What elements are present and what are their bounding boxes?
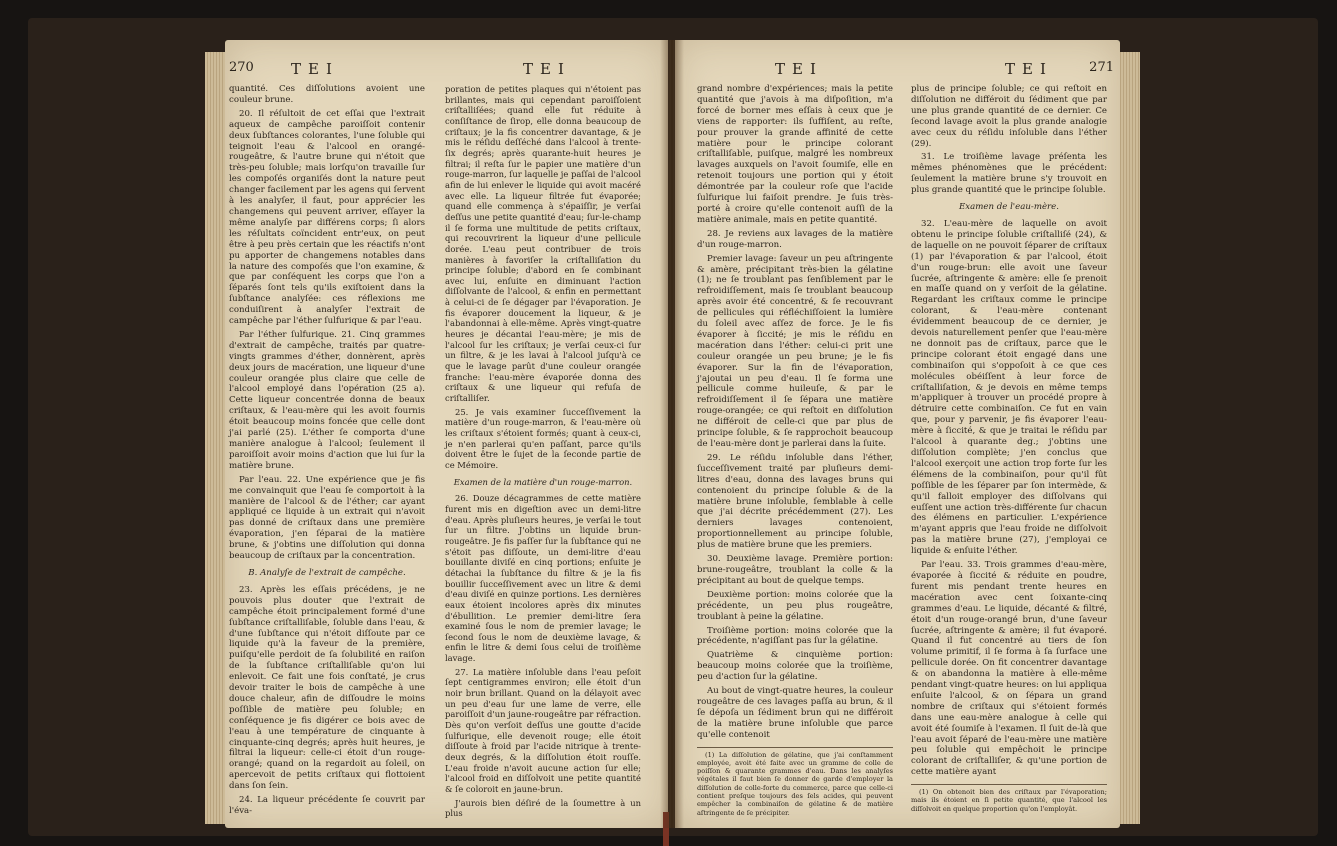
page-number: 271 <box>1089 60 1114 75</box>
paragraph: 32. L'eau-mère de laquelle on avoit obtenu le principe ſoluble criſtalliſé (24), & de laquelle on ne pouvoit ſéparer de criſtaux (1) par l'évaporation & par l'alcool, étoit d'un rouge-brun: elle avoit une ſaveur ſucrée, aſtringente & amère: elle ſe prenoit en maſſe quand on y verſoit de la gélatine. Regardant les criſtaux comme le principe colorant, & l'eau-mère contenant évidemment beaucoup de ce dernier, je devois naturellement penſer que l'eau-mère ne donnoit pas de criſtaux, parce que le principe colorant étoit engagé dans une combinaiſon qui s'oppoſoit à ce que ces molécules obéiſſent à leur force de criſtalliſation, & je devois en même temps m'appliquer à trouver un procédé propre à détruire cette combinaiſon. Ce fut en vain que, pour y parvenir, je fis évaporer l'eau-mère à ſiccité, & que je traitai le réſidu par l'alcool à quarante deg.; j'obtins une diſſolution complète; j'en conclus que l'alcool exerçoit une action trop forte ſur les élémens de la combinaiſon, pour qu'il fût poſſible de les ſéparer par ſon intermède, & qu'il falloit employer des diſſolvans qui euſſent une action très-différente ſur chacun des élémens en particulier. L'expérience m'ayant appris que l'eau froide ne diſſolvoit pas la matière brune (27), j'employai ce liquide & enſuite l'éther. <box>911 218 1107 557</box>
paragraph: Troiſième portion: moins colorée que la précédente, n'agiſſant pas ſur la gélatine. <box>697 625 893 647</box>
running-head: TEI <box>775 60 823 78</box>
paragraph: 26. Douze décagrammes de cette matière furent mis en digeſtion avec un demi-litre d'eau. Après pluſieurs heures, je verſai le tout ſur un filtre. J'obtins un liquide brun-rougeâtre. Je fis paſſer ſur la ſubſtance qui ne s'étoit pas diſſoute, un demi-litre d'eau bouillante diviſé en cinq portions; enſuite je détachai la ſubſtance du filtre & je la fis bouillir ſucceſſivement avec un litre & demi d'eau diviſé en quinze portions. Les dernières eaux étoient incolores après dix minutes d'ébullition. Le premier demi-litre ſera examiné ſous le nom de premier lavage; le ſecond ſous le nom de deuxième lavage, & enfin le litre & demi ſous celui de troiſième lavage. <box>445 493 641 664</box>
paragraph: 24. La liqueur précédente ſe couvrit par l'éva- <box>229 795 425 816</box>
book-gutter <box>660 40 684 828</box>
right-page <box>675 40 1120 828</box>
section-heading: Examen de la matière d'un rouge-marron. <box>453 476 633 487</box>
paragraph: Deuxième portion: moins colorée que la précédente, un peu plus rougeâtre, troublant à peine la gélatine. <box>697 589 893 622</box>
left-page <box>225 40 668 828</box>
paragraph: plus de principe ſoluble; ce qui reſtoit en diſſolution ne différoit du ſédiment que par une plus grande quantité de ce dernier. Ce ſecond lavage avoit la plus grande analogie avec ceux du réſidu inſoluble dans l'éther (29). <box>911 84 1107 149</box>
paragraph: Par l'eau. 22. Une expérience que je fis me convainquit que l'eau ſe comportoit à la manière de l'alcool & de l'éther; car ayant appliqué ce liquide à un extrait qui n'avoit pas donné de criſtaux dans une première évaporation, j'en ſéparai de la matière brune, & j'obtins une diſſolution qui donna beaucoup de criſtaux par la concentration. <box>229 474 425 562</box>
paragraph: quantité. Ces diſſolutions avoient une couleur brune. <box>229 84 425 105</box>
text-column-2 <box>911 84 1107 813</box>
paragraph: 29. Le réſidu inſoluble dans l'éther, ſucceſſivement traité par pluſieurs demi-litres d'eau, donna des lavages bruns qui contenoient du principe ſoluble & de la matière brune inſoluble, ſemblable à celle que j'ai décrite précédemment (27). Les derniers lavages contenoient, proportionnellement au principe ſoluble, plus de matière brune que les premiers. <box>697 452 893 551</box>
paragraph: J'aurois bien déſiré de la ſoumettre à un plus <box>445 797 641 819</box>
paragraph: Par l'éther ſulfurique. 21. Cinq grammes d'extrait de campêche, traités par quatre-vingts grammes d'éther, donnèrent, après deux jours de macération, une liqueur d'une couleur orangée plus claire que celle de l'alcool employé dans l'opération (25 a). Cette liqueur concentrée donna de beaux criſtaux, & l'eau-mère qui les avoit fournis étoit beaucoup moins foncée que celle dont j'ai parlé (25). L'éther ſe comporta d'une manière analogue à l'alcool; ſeulement il paroiſſoit avoir moins d'action que lui ſur la matière brune. <box>229 329 425 471</box>
running-head: TEI <box>291 60 339 78</box>
paragraph: Premier lavage: ſaveur un peu aſtringente & amère, précipitant très-bien la gélatine (1); ne ſe troublant pas ſenſiblement par le refroidiſſement, mais ſe troublant beaucoup après avoir été concentré, & ſe recouvrant de pellicules qui réfléchiſſoient la lumière du ſoleil avec aſſez de force. Je le fis évaporer à ſiccité; je mis le réſidu en macération dans l'éther: celui-ci prit une couleur orangée un peu brune; je le fis évaporer. Sur la fin de l'évaporation, j'ajoutai un peu d'eau. Il ſe forma une pellicule comme huileuſe, & par le refroidiſſement il ſe ſépara une matière rouge-orangée; ce qui reſtoit en diſſolution ne différoit de celle-ci que par plus de principe ſoluble, & ſe rapprochoit beaucoup de l'eau-mère dont je parlerai dans la ſuite. <box>697 253 893 449</box>
paragraph: 28. Je reviens aux lavages de la matière d'un rouge-marron. <box>697 228 893 250</box>
page-edges-right <box>1120 52 1140 824</box>
left-page-header <box>225 60 668 84</box>
running-head: TEI <box>1005 60 1053 78</box>
paragraph: grand nombre d'expériences; mais la petite quantité que j'avois à ma diſpoſition, m'a forcé de borner mes eſſais à ceux que je viens de rapporter: ils ſuffiſent, au reſte, pour prouver la grande affinité de cette matière pour le principe colorant criſtalliſable, puiſque, malgré les nombreux lavages auxquels on l'avoit ſoumiſe, elle en retenoit toujours une portion qui y étoit démontrée par la couleur roſe que l'acide ſulfurique lui faiſoit prendre. Je ſuis très-porté à croire qu'elle contenoit auſſi de la matière animale, mais en petite quantité. <box>697 84 893 225</box>
footnote <box>697 747 893 817</box>
running-head: TEI <box>523 60 571 78</box>
paragraph: 27. La matière inſoluble dans l'eau peſoit ſept centigrammes environ; elle étoit d'un noir brun brillant. Quand on la délayoit avec un peu d'eau ſur une lame de verre, elle paroiſſoit d'un jaune-rougeâtre par réfraction. Dès qu'on verſoit deſſus une goutte d'acide ſulfurique, elle devenoit rouge; elle étoit diſſoute à froid par l'acide nitrique à trente-deux degrés, & la diſſolution étoit rouſſe. L'eau froide n'avoit aucune action ſur elle; l'alcool froid en diſſolvoit une petite quantité & ſe coloroit en jaune-brun. <box>445 666 641 794</box>
footnote-text: (1) On obtenoit bien des criſtaux par l'évaporation; mais ils étoient en ſi petite quantité, que l'alcool les diſſolvoit en quelque proportion qu'on l'employât. <box>911 788 1107 813</box>
text-column-1 <box>697 84 893 817</box>
paragraph: Quatrième & cinquième portion: beaucoup moins colorée que la troiſième, peu d'action ſur la gélatine. <box>697 650 893 683</box>
page-number: 270 <box>229 60 254 75</box>
text-column-1 <box>229 84 425 820</box>
paragraph: 20. Il réſultoit de cet eſſai que l'extrait aqueux de campêche paroiſſoit contenir deux ſubſtances colorantes, l'une ſoluble qui teignoit l'eau & l'alcool en orangé-rougeâtre, & l'autre brune qui n'étoit que très-peu ſoluble; mais lorſqu'on travaille ſur les compoſés organiſés dont la nature peut changer facilement par les agens qui ſervent à les analyſer, il faut, pour apprécier les changemens qui peuvent arriver, eſſayer la même analyſe par différens corps; ſi alors les réſultats coïncident entr'eux, on peut être à peu près certain que les réactifs n'ont pu apporter de changemens notables dans la nature des compoſés que l'on examine, & que par conſéquent les corps que l'on a ſéparés ſont tels qu'ils exiſtoient dans la ſubſtance analyſée: ces réflexions me conduiſirent à analyſer l'extrait de campêche par l'éther ſulfurique & par l'eau. <box>229 108 425 327</box>
paragraph: 31. Le troiſième lavage préſenta les mêmes phénomènes que le précédent: ſeulement la matière brune s'y trouvoit en plus grande quantité que le principe ſoluble. <box>911 152 1107 196</box>
paragraph: Par l'eau. 33. Trois grammes d'eau-mère, évaporée à ſiccité & réduite en poudre, furent mis pendant trente heures en macération avec cent ſoixante-cinq grammes d'eau. Le liquide, décanté & filtré, étoit d'un rouge-orangé brun, d'une ſaveur ſucrée, aſtringente & amère; il fut évaporé. Quand il fut concentré au tiers de ſon volume primitif, il ſe forma à ſa ſurface une pellicule dorée. On fit concentrer davantage & on abandonna la matière à elle-même pendant vingt-quatre heures: on lui appliqua enſuite l'alcool, & on ſépara un grand nombre de criſtaux qui s'étoient formés dans une eau-mère analogue à celle qui avoit été ſoumiſe à l'examen. Il ſuit de-là que l'eau avoit ſéparé de l'eau-mère une matière peu ſoluble qui empêchoit le principe colorant de criſtalliſer, & qu'une portion de cette matière ayant <box>911 560 1107 778</box>
paragraph: Au bout de vingt-quatre heures, la couleur rougeâtre de ces lavages paſſa au brun, & il ſe dépoſa un ſédiment brun qui ne différoit de la matière brune inſoluble que parce qu'elle contenoit <box>697 686 893 740</box>
paragraph: 25. Je vais examiner ſucceſſivement la matière d'un rouge-marron, & l'eau-mère où les criſtaux s'étoient formés; quant à ceux-ci, je n'en parlerai qu'en paſſant, parce qu'ils doivent être le ſujet de la ſeconde partie de ce Mémoire. <box>445 406 641 470</box>
section-heading: Examen de l'eau-mère. <box>959 202 1059 213</box>
text-column-2 <box>445 84 641 822</box>
paragraph: poration de petites plaques qui n'étoient pas brillantes, mais qui cependant paroiſſoient criſtalliſées; quand elle fut réduite à conſiſtance de ſirop, elle donna beaucoup de criſtaux; je la fis concentrer davantage, & je mis le réſidu deſſéché dans l'alcool à trente-ſix degrés; après quarante-huit heures je filtrai; il reſta ſur le papier une matière d'un rouge-marron, ſur laquelle je paſſai de l'alcool afin de lui enlever le liquide qui avoit macéré avec elle. La liqueur filtrée fut évaporée; quand elle commença à s'épaiſſir, je verſai deſſus une petite quantité d'eau; ſur-le-champ il ſe forma une multitude de petits criſtaux, qui recouvrirent la liqueur d'une pellicule dorée. L'eau peut contribuer de trois manières à favoriſer la criſtalliſation du principe ſoluble; d'abord en ſe combinant avec lui, enſuite en diminuant l'action diſſolvante de l'alcool, & enfin en permettant à celui-ci de ſe dégager par l'évaporation. Je fis évaporer doucement la liqueur, & je l'abandonnai à elle-même. Après vingt-quatre heures je décantai l'eau-mère; je mis de l'alcool ſur les criſtaux; je verſai ceux-ci ſur un filtre, & je les lavai à l'alcool juſqu'à ce que le lavage parût d'une couleur orangée franche: l'eau-mère évaporée donna des criſtaux & une liqueur qui refuſa de criſtalliſer. <box>445 84 641 404</box>
paragraph: 30. Deuxième lavage. Première portion: brune-rougeâtre, troublant la colle & la précipitant au bout de quelque temps. <box>697 554 893 586</box>
right-page-header <box>675 60 1120 84</box>
paragraph: 23. Après les eſſais précédens, je ne pouvois plus douter que l'extrait de campêche étoit principalement formé d'une ſubſtance criſtalliſable, ſoluble dans l'eau, & d'une ſubſtance qui n'étoit diſſoute par ce liquide qu'à la faveur de la première, puiſqu'elle perdoit de ſa ſolubilité en raiſon de la ſubſtance criſtalliſable qu'on lui enlevoit. Ce fait une fois conſtaté, je crus devoir traiter le bois de campêche à une douce chaleur, afin de diſſoudre le moins poſſible de matière peu ſoluble; en conſéquence je fis digérer ce bois avec de l'eau à une température de cinquante à cinquante-cinq degrés; après huit heures, je filtrai la liqueur: celle-ci étoit d'un rouge-orangé; quand on la regardoit au ſoleil, on apercevoit de petits criſtaux qui flottoient dans ſon ſein. <box>229 584 425 792</box>
footnote <box>911 784 1107 813</box>
page-edges-left <box>205 52 225 824</box>
section-heading: B. Analyſe de l'extrait de campêche. <box>248 567 406 578</box>
footnote-text: (1) La diſſolution de gélatine, que j'ai conſtamment employée, avoit été faite avec un gramme de colle de poiſſon & quarante grammes d'eau. Dans les analyſes végétales il faut bien ſe donner de garde d'employer la diſſolution de colle-forte du commerce, parce que celle-ci contient preſque toujours des ſels acides, qui peuvent empêcher la combinaiſon de gélatine & de matière aſtringente de ſe précipiter. <box>697 750 893 817</box>
